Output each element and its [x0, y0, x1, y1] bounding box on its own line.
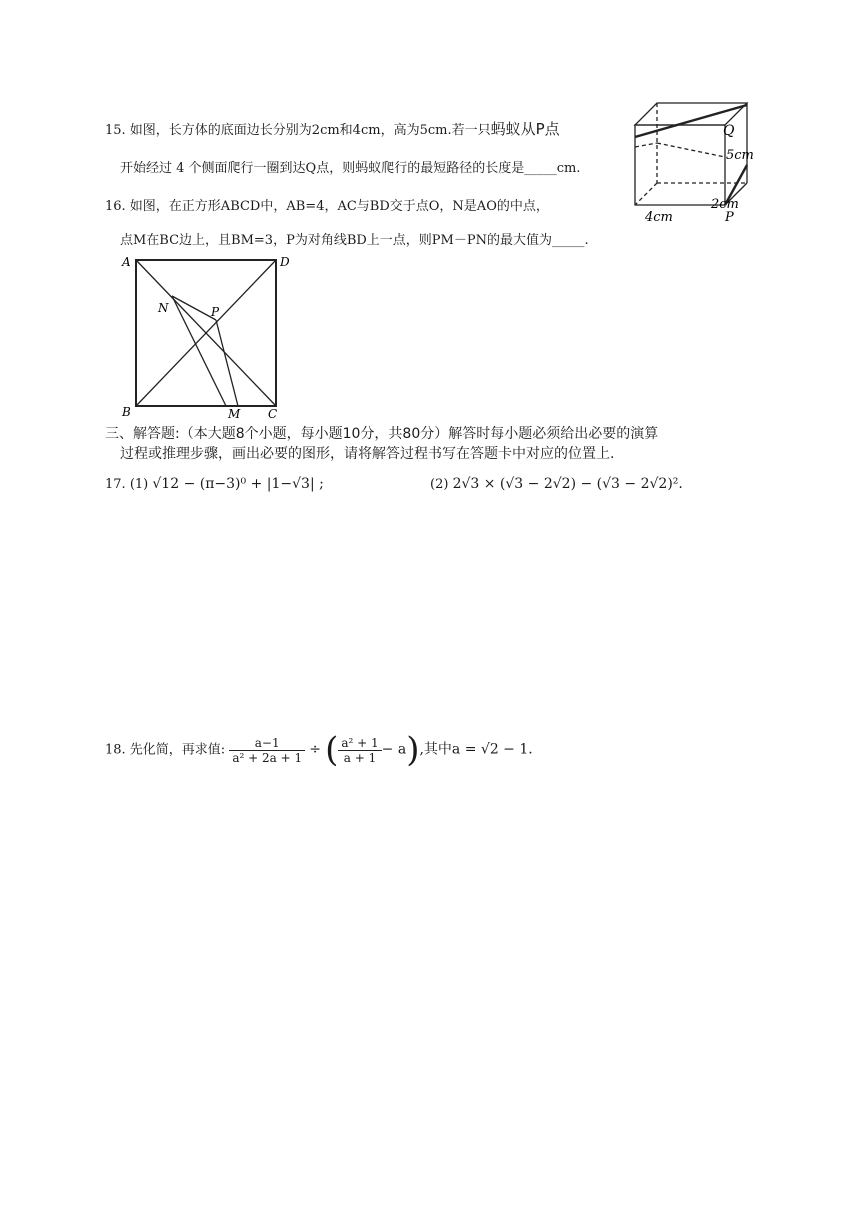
q17 [105, 475, 324, 494]
vertex-d-label: D [280, 255, 290, 269]
q17-part2-expression: 2√3 × (√3 − 2√2) − (√3 − 2√2)². [452, 476, 683, 492]
length-label: 4cm [645, 210, 673, 225]
section-3-instructions: 过程或推理步骤，画出必要的图形，请将解答过程书写在答题卡中对应的位置上. [120, 446, 615, 462]
q18-fraction-2 [338, 736, 381, 765]
q18-condition: ,其中a = √2 − 1. [419, 741, 533, 758]
q18-divide-sign: ÷ [309, 741, 321, 758]
q18-frac2-denominator: a + 1 [343, 750, 377, 765]
q18 [105, 730, 533, 770]
q17-part2-label: (2) [430, 477, 449, 492]
q15-line2: 开始经过 4 个侧面爬行一圈到达Q点，则蚂蚁爬行的最短路径的长度是_____cm. [120, 161, 581, 176]
cuboid-figure [625, 95, 775, 230]
q18-frac1-numerator: a−1 [229, 736, 305, 751]
q17-part1-label: (1) [129, 477, 149, 492]
q15-line1-tail: 蚂蚁从P点 [490, 120, 560, 138]
q16-line2: 点M在BC边上，且BM=3，P为对角线BD上一点，则PM－PN的最大值为_____. [120, 233, 589, 248]
q18-frac2-numerator: a² + 1 [338, 736, 381, 751]
q18-minus-a: − a [381, 741, 407, 758]
vertex-a-label: A [122, 255, 131, 269]
point-n-label: N [158, 301, 169, 315]
q15-line1: 15. 如图，长方体的底面边长分别为2cm和4cm，高为5cm.若一只蚂蚁从P点 [105, 120, 560, 138]
q17-part1-expression: √12 − (π−3)⁰ + |1−√3| ; [152, 476, 324, 492]
point-p-label: P [211, 305, 220, 319]
q18-label: 18. 先化简，再求值: [105, 742, 226, 758]
height-label: 5cm [726, 148, 754, 163]
point-p-label: P [725, 210, 734, 225]
q18-right-paren: ) [406, 730, 420, 770]
vertex-b-label: B [122, 405, 131, 419]
q18-fraction-1 [229, 736, 305, 765]
cuboid-front-face [635, 125, 725, 205]
width-label: 2cm [711, 197, 739, 212]
square-figure [118, 250, 308, 420]
point-q-label: Q [723, 123, 735, 139]
section-3-heading: 三、解答题:（本大题8个小题，每小题10分，共80分）解答时每小题必须给出必要的演算 [105, 426, 659, 442]
point-m-label: M [228, 407, 241, 420]
q17-label: 17. [105, 477, 126, 492]
q18-left-paren: ( [325, 730, 339, 770]
vertex-c-label: C [268, 407, 278, 420]
q16-line1: 16. 如图，在正方形ABCD中，AB=4，AC与BD交于点O，N是AO的中点， [105, 199, 549, 214]
q18-frac1-denominator: a² + 2a + 1 [232, 750, 303, 765]
q17-part2 [430, 475, 683, 494]
